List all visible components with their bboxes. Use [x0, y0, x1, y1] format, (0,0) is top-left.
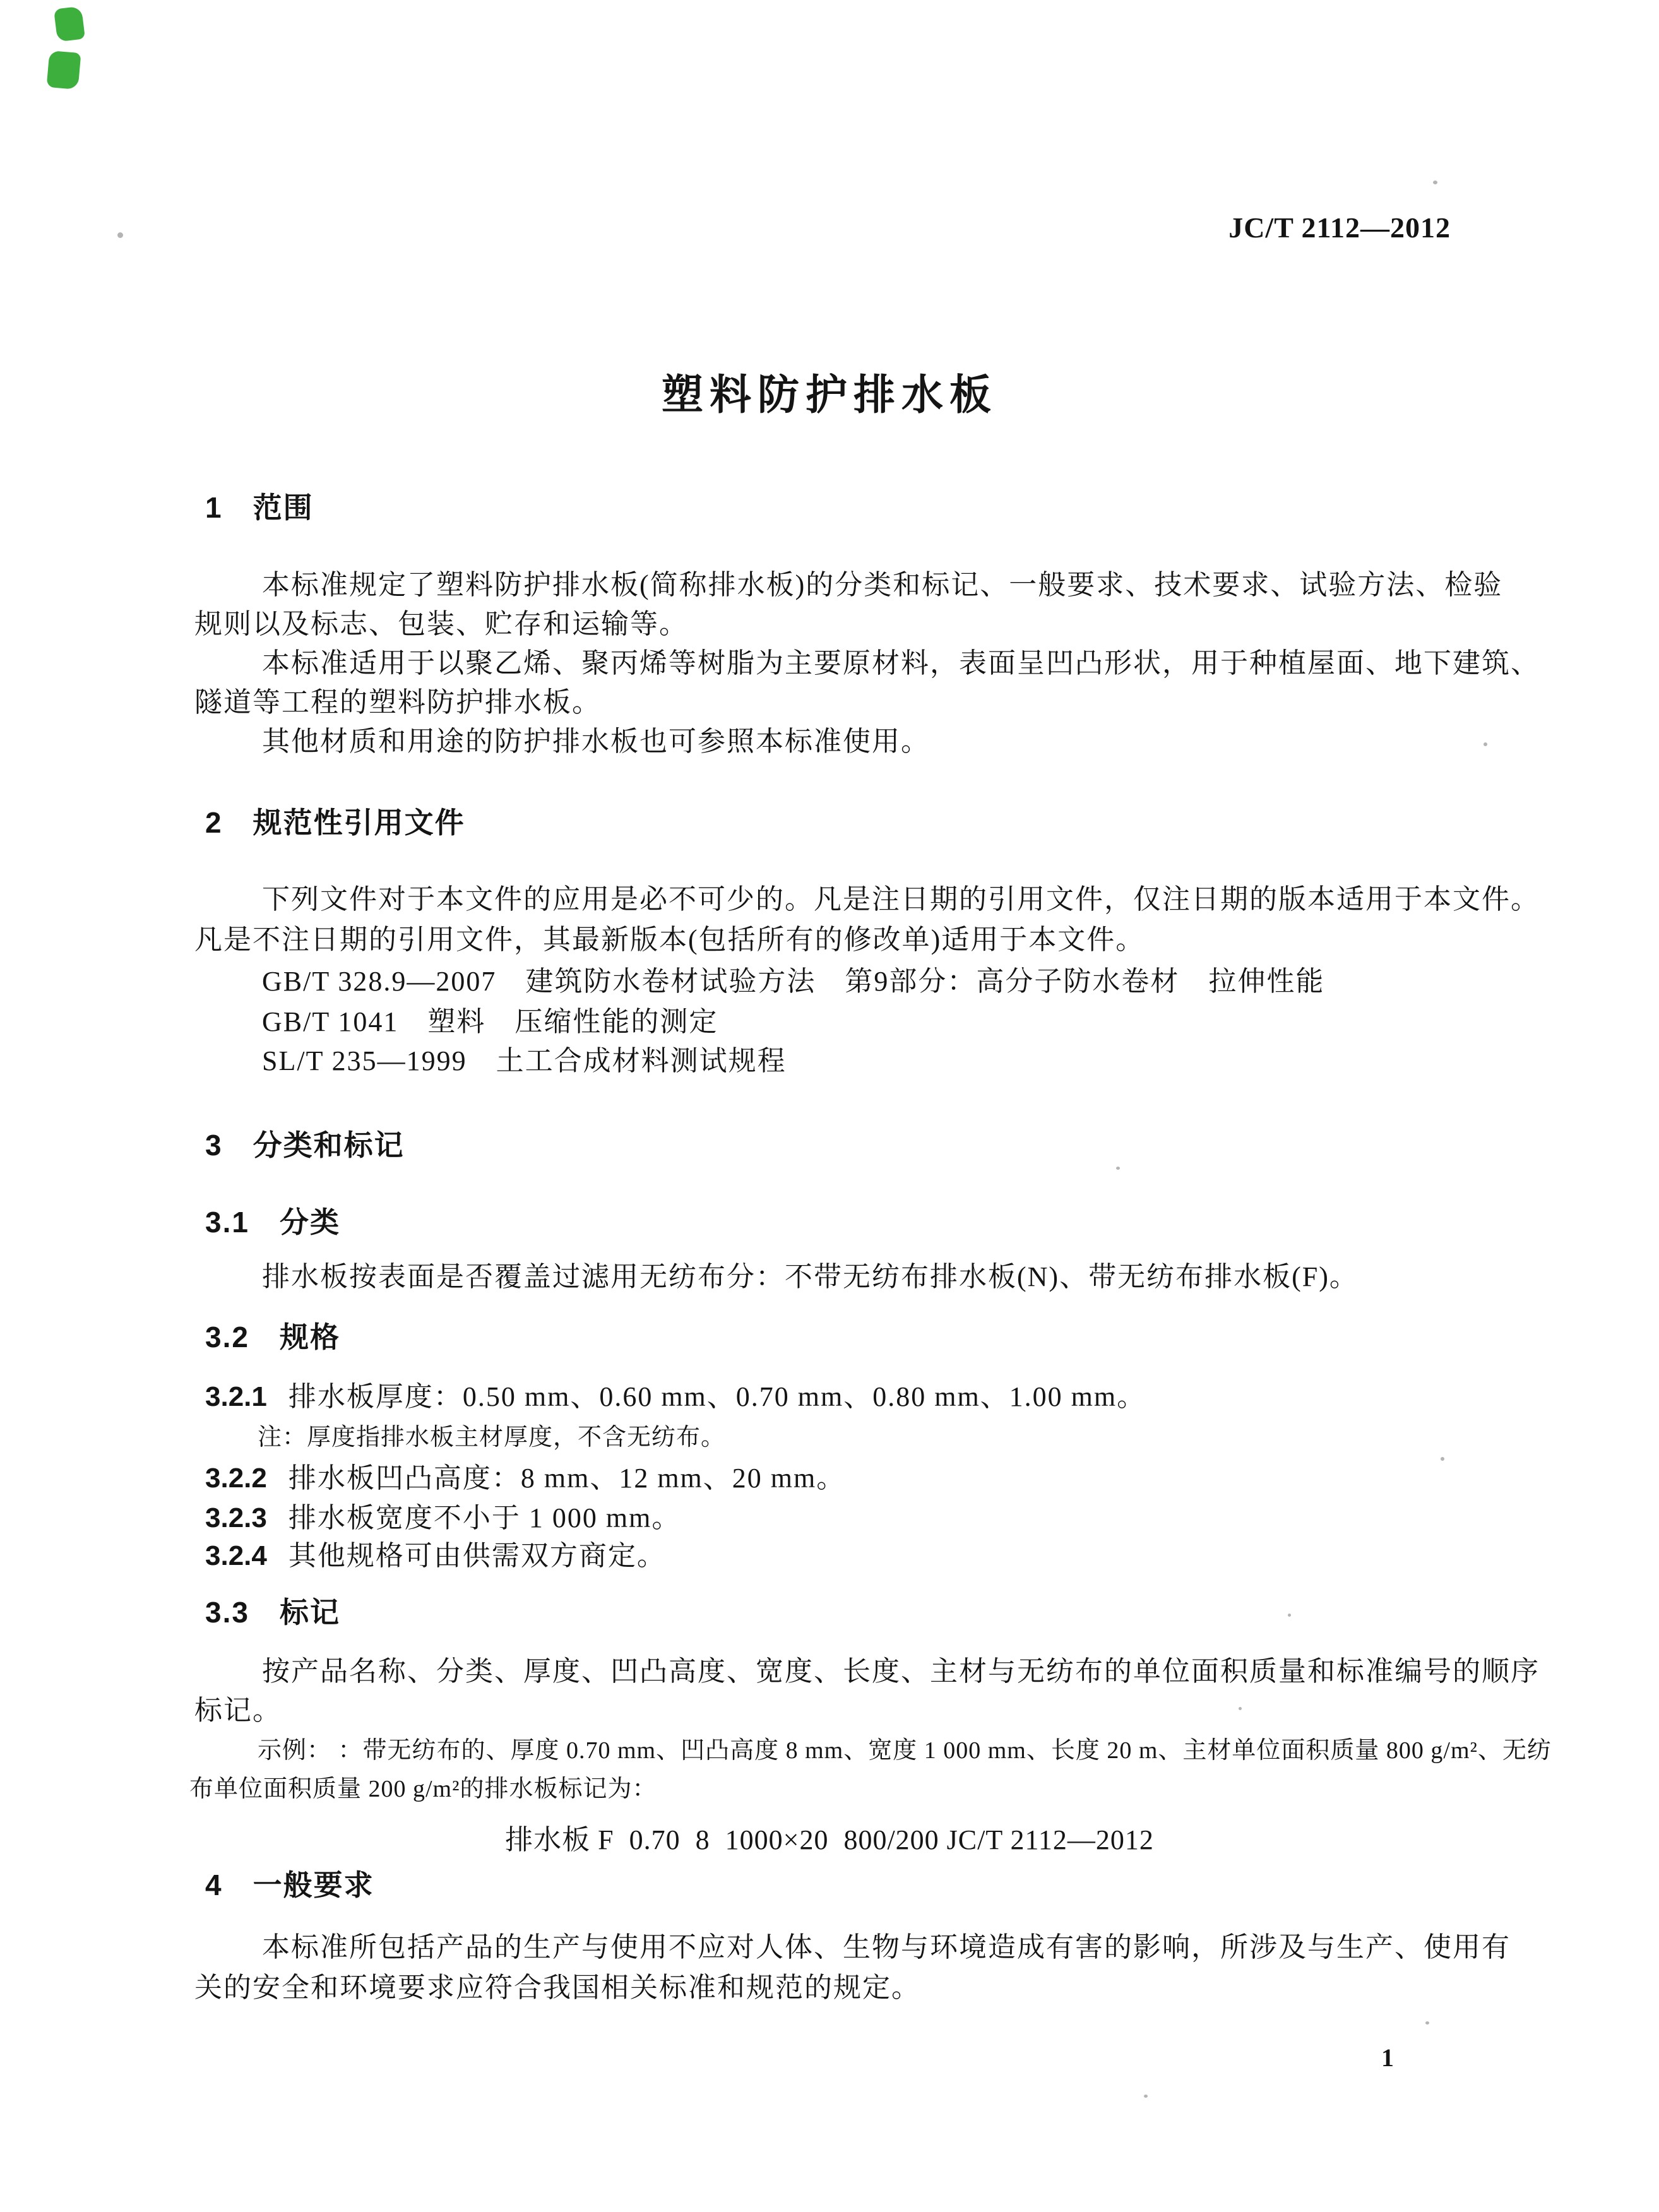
section-2-paragraph-line: 凡是不注日期的引用文件，其最新版本(包括所有的修改单)适用于本文件。 [194, 924, 1145, 955]
spec-item-3-2-1 [205, 1381, 1146, 1413]
section-3-3-paragraph-line: 按产品名称、分类、厚度、凹凸高度、宽度、长度、主材与无纺布的单位面积质量和标准编号的顺序 [262, 1656, 1540, 1687]
section-4-heading: 4 一般要求 [205, 1869, 374, 1901]
spec-item-text: 排水板宽度不小于 1 000 mm。 [288, 1502, 681, 1533]
scan-speck [1484, 742, 1487, 746]
section-3-3-paragraph-line: 标记。 [194, 1695, 282, 1726]
spec-note: 注：厚度指排水板主材厚度，不含无纺布。 [258, 1424, 726, 1451]
section-3-heading: 3 分类和标记 [205, 1129, 405, 1162]
section-1-paragraph-line: 其他材质和用途的防护排水板也可参照本标准使用。 [262, 726, 930, 757]
spec-item-text: 其他规格可由供需双方商定。 [288, 1540, 666, 1571]
section-2-paragraph-line: 下列文件对于本文件的应用是必不可少的。凡是注日期的引用文件，仅注日期的版本适用于本文件。 [262, 884, 1540, 915]
reference-item: GB/T 1041 塑料 压缩性能的测定 [262, 1006, 718, 1037]
section-1-paragraph-line: 本标准规定了塑料防护排水板(简称排水板)的分类和标记、一般要求、技术要求、试验方法、检验 [262, 569, 1503, 600]
section-1-paragraph-line: 规则以及标志、包装、贮存和运输等。 [194, 609, 688, 639]
section-4-paragraph-line: 本标准所包括产品的生产与使用不应对人体、生物与环境造成有害的影响，所涉及与生产、使用有 [262, 1932, 1511, 1963]
product-designation: 排水板 F 0.70 8 1000×20 800/200 JC/T 2112—2012 [505, 1824, 1154, 1855]
green-scan-mark [54, 6, 85, 42]
page-title: 塑料防护排水板 [662, 371, 997, 418]
example-line: 布单位面积质量 200 g/m²的排水板标记为： [189, 1776, 657, 1802]
section-3-1-paragraph-line: 排水板按表面是否覆盖过滤用无纺布分：不带无纺布排水板(N)、带无纺布排水板(F)。 [262, 1261, 1359, 1292]
spec-item-text: 排水板厚度：0.50 mm、0.60 mm、0.70 mm、0.80 mm、1.00 mm。 [288, 1381, 1146, 1412]
spec-item-3-2-4 [205, 1540, 666, 1573]
spec-item-number: 3.2.3 [205, 1502, 267, 1533]
scan-speck [1425, 2021, 1429, 2025]
scan-speck [1441, 1457, 1444, 1461]
section-3-1-heading: 3.1 分类 [205, 1206, 340, 1239]
reference-item: SL/T 235—1999 土工合成材料测试规程 [262, 1045, 787, 1076]
spec-item-number: 3.2.2 [205, 1463, 267, 1494]
spec-item-3-2-3 [205, 1502, 681, 1535]
section-3-3-heading: 3.3 标记 [205, 1596, 340, 1629]
section-4-paragraph-line: 关的安全和环境要求应符合我国相关标准和规范的规定。 [194, 1972, 920, 2003]
scan-speck [117, 232, 123, 238]
reference-item: GB/T 328.9—2007 建筑防水卷材试验方法 第9部分：高分子防水卷材 拉伸性能 [262, 966, 1325, 997]
spec-item-number: 3.2.1 [205, 1381, 267, 1412]
section-2-heading: 2 规范性引用文件 [205, 806, 465, 839]
section-1-paragraph-line: 本标准适用于以聚乙烯、聚丙烯等树脂为主要原材料，表面呈凹凸形状，用于种植屋面、地下建筑、 [262, 648, 1540, 679]
spec-item-number: 3.2.4 [205, 1540, 267, 1571]
scan-speck [1433, 181, 1437, 184]
scan-speck [1144, 2095, 1148, 2098]
section-3-2-heading: 3.2 规格 [205, 1321, 340, 1353]
spec-item-3-2-2 [205, 1463, 845, 1495]
green-scan-mark [47, 51, 81, 90]
example-line: 示例： ：带无纺布的、厚度 0.70 mm、凹凸高度 8 mm、宽度 1 000 mm、长度 20 m、主材单位面积质量 800 g/m²、无纺 [258, 1737, 1552, 1764]
section-1-paragraph-line: 隧道等工程的塑料防护排水板。 [194, 687, 601, 718]
page-number: 1 [1381, 2043, 1394, 2072]
scan-speck [1116, 1167, 1120, 1170]
section-1-heading: 1 范围 [205, 491, 314, 524]
standard-code: JC/T 2112—2012 [1228, 211, 1451, 244]
spec-item-text: 排水板凹凸高度：8 mm、12 mm、20 mm。 [288, 1463, 846, 1494]
scan-speck [1239, 1707, 1242, 1710]
scan-speck [1288, 1614, 1291, 1617]
